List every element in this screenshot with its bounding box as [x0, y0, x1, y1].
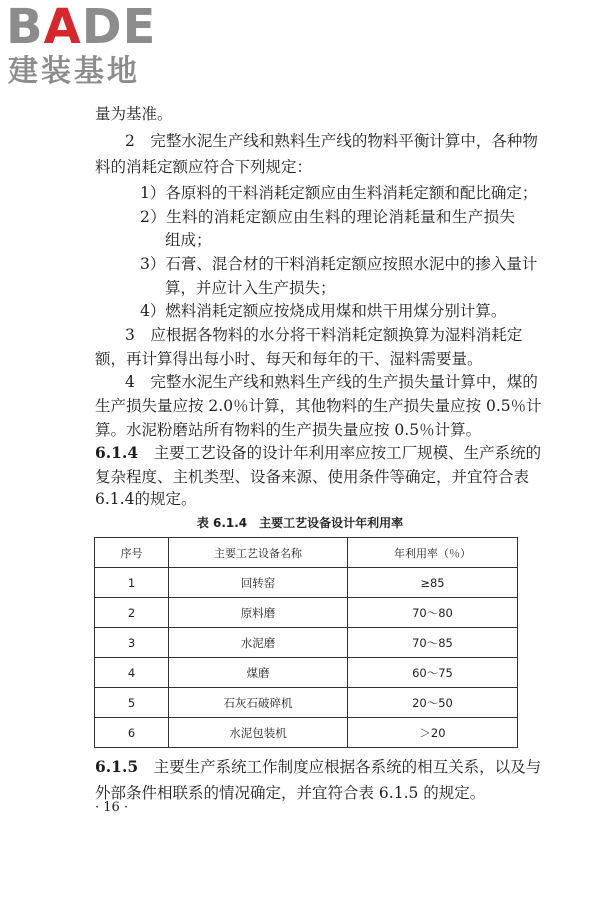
page-number: · 16 · — [95, 800, 129, 815]
clause-6-1-4: 6.1.4 主要工艺设备的设计年利用率应按工厂规模、生产系统的 — [95, 443, 542, 462]
table-cell: 70～85 — [348, 628, 518, 658]
text-line: 额，再计算得出每小时、每天和每年的干、湿料需要量。 — [95, 350, 483, 368]
text-line: 量为基准。 — [95, 105, 173, 123]
list-item: 组成； — [165, 231, 212, 249]
logo-subtitle: 建装基地 — [8, 54, 140, 89]
clause-6-1-5: 6.1.5 主要生产系统工作制度应根据各系统的相互关系，以及与 — [95, 757, 542, 776]
table-row — [95, 598, 518, 628]
table-cell: 60～75 — [348, 658, 518, 688]
table-row — [95, 628, 518, 658]
table-cell: 70～80 — [348, 598, 518, 628]
table-cell: 回转窑 — [169, 568, 348, 598]
text-line: 复杂程度、主机类型、设备来源、使用条件等确定，并宜符合表 — [95, 468, 530, 486]
table-cell: 4 — [95, 658, 169, 688]
table-cell: 2 — [95, 598, 169, 628]
text-line: 4 完整水泥生产线和熟料生产线的生产损失量计算中，煤的 — [125, 373, 538, 391]
column-header: 年利用率（％） — [348, 538, 518, 568]
text-line: 外部条件相联系的情况确定，并宜符合表 6.1.5 的规定。 — [95, 784, 486, 802]
equipment-utilization-table — [94, 537, 518, 748]
table-row — [95, 658, 518, 688]
list-item: 4）燃料消耗定额应按烧成用煤和烘干用煤分别计算。 — [140, 302, 507, 320]
table-cell: 原料磨 — [169, 598, 348, 628]
list-item: 3）石膏、混合材的干料消耗定额应按照水泥中的掺入量计 — [140, 255, 538, 273]
table-cell: 水泥磨 — [169, 628, 348, 658]
table-row — [95, 688, 518, 718]
table-row — [95, 718, 518, 748]
logo-wordmark: BADE — [6, 0, 157, 55]
table-row — [95, 568, 518, 598]
list-item: 1）各原料的干料消耗定额应由生料消耗定额和配比确定； — [140, 184, 538, 202]
column-header: 主要工艺设备名称 — [169, 538, 348, 568]
table-title: 表 6.1.4 主要工艺设备设计年利用率 — [196, 516, 404, 530]
text-line: 3 应根据各物料的水分将干料消耗定额换算为湿料消耗定 — [125, 326, 523, 344]
table-cell: 石灰石破碎机 — [169, 688, 348, 718]
clause-number: 6.1.4 — [95, 443, 139, 462]
table-cell: 水泥包装机 — [169, 718, 348, 748]
table-cell: 20～50 — [348, 688, 518, 718]
table-cell: 5 — [95, 688, 169, 718]
table-cell: 6 — [95, 718, 169, 748]
clause-number: 6.1.5 — [95, 757, 139, 776]
table-cell: 1 — [95, 568, 169, 598]
text-line: 6.1.4的规定。 — [95, 490, 197, 508]
table-header-row — [95, 538, 518, 568]
table-cell: 煤磨 — [169, 658, 348, 688]
site-logo — [6, 2, 181, 97]
text-line: 2 完整水泥生产线和熟料生产线的物料平衡计算中，各种物 — [125, 132, 538, 150]
list-item: 2）生料的消耗定额应由生料的理论消耗量和生产损失 — [140, 208, 515, 226]
text-line: 生产损失量应按 2.0％计算，其他物料的生产损失量应按 0.5％计 — [95, 397, 542, 415]
text-line: 料的消耗定额应符合下列规定： — [95, 158, 313, 176]
list-item: 算，并应计入生产损失； — [165, 279, 336, 297]
table-cell: ＞20 — [348, 718, 518, 748]
column-header: 序号 — [95, 538, 169, 568]
table-cell: ≥85 — [348, 568, 518, 598]
text-line: 算。水泥粉磨站所有物料的生产损失量应按 0.5％计算。 — [95, 421, 482, 439]
table-cell: 3 — [95, 628, 169, 658]
